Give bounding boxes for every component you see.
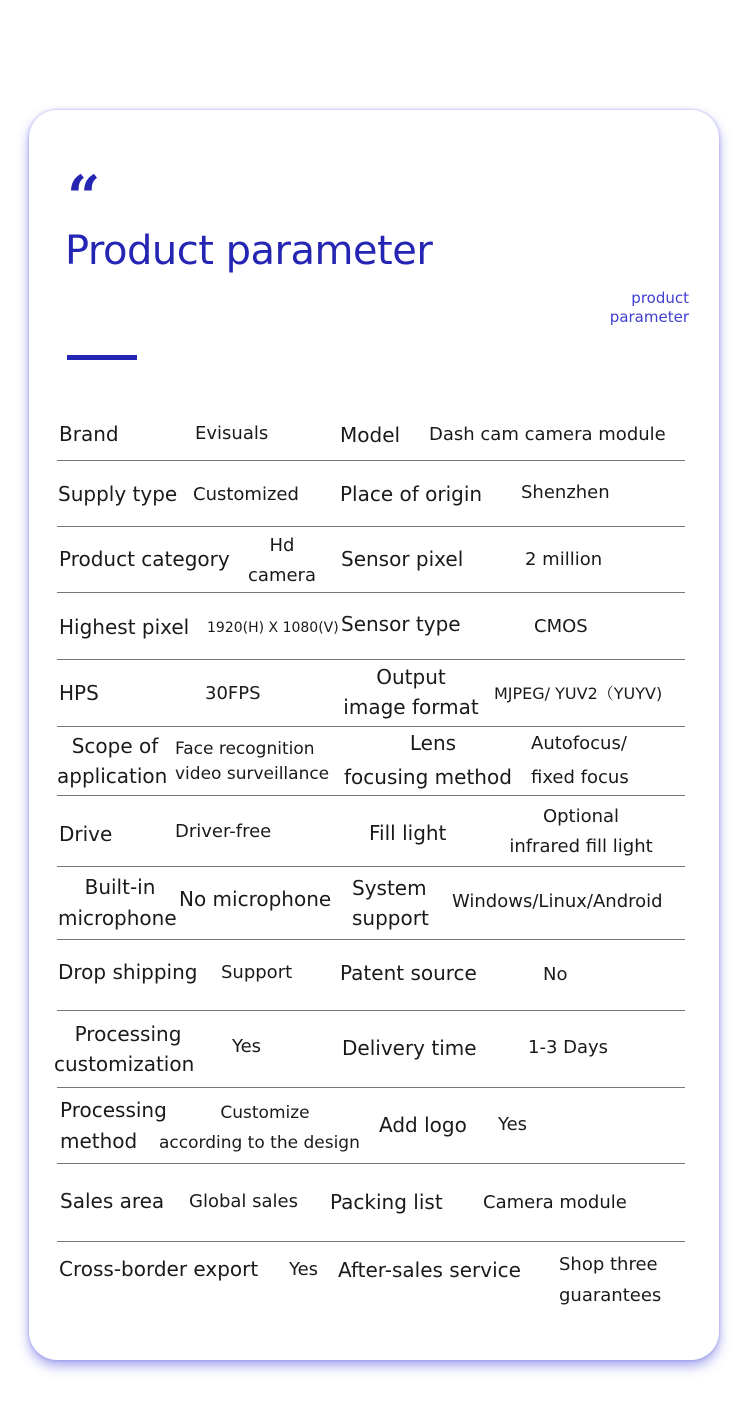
lens-focusing-label-line1: Lens xyxy=(409,731,457,755)
row-divider xyxy=(57,592,685,593)
sales-area-label: Sales area xyxy=(60,1189,165,1213)
fill-light-label: Fill light xyxy=(369,821,447,845)
title-underline xyxy=(67,355,137,360)
delivery-time-label: Delivery time xyxy=(342,1036,477,1060)
brand-label: Brand xyxy=(59,422,119,446)
scope-value-line1: Face recognition xyxy=(175,739,315,759)
scope-label-line1: Scope of xyxy=(71,734,159,758)
highest-pixel-value: 1920(H) X 1080(V) xyxy=(207,620,339,636)
row-divider xyxy=(57,1087,685,1088)
drive-value: Driver-free xyxy=(175,821,272,842)
microphone-label-line1: Built-in xyxy=(84,875,156,899)
sensor-pixel-value: 2 million xyxy=(525,549,603,570)
row-divider xyxy=(57,939,685,940)
lens-focusing-value-line1: Autofocus/ xyxy=(531,733,627,754)
add-logo-value: Yes xyxy=(498,1114,528,1135)
drive-label: Drive xyxy=(59,822,113,846)
brand-value: Evisuals xyxy=(195,423,269,444)
system-support-label-line1: System xyxy=(352,876,427,900)
drop-shipping-label: Drop shipping xyxy=(58,960,198,984)
page-title: Product parameter xyxy=(65,228,433,274)
supply-type-label: Supply type xyxy=(58,482,178,506)
row-divider xyxy=(57,866,685,867)
product-category-value-line1: Hd xyxy=(269,535,295,556)
product-category-label: Product category xyxy=(59,547,230,571)
row-divider xyxy=(57,526,685,527)
row-divider xyxy=(57,1241,685,1242)
supply-type-value: Customized xyxy=(193,484,299,505)
fill-light-value-line1: Optional xyxy=(542,806,620,827)
scope-label-line2: application xyxy=(57,764,168,788)
add-logo-label: Add logo xyxy=(379,1113,467,1137)
processing-customization-label-line1: Processing xyxy=(74,1022,182,1046)
place-of-origin-label: Place of origin xyxy=(340,482,483,506)
processing-customization-label-line2: customization xyxy=(54,1052,195,1076)
sales-area-value: Global sales xyxy=(189,1191,299,1212)
fps-label: HPS xyxy=(59,681,99,705)
row-divider xyxy=(57,659,685,660)
row-divider xyxy=(57,1010,685,1011)
subtitle-line-2: parameter xyxy=(609,308,689,326)
lens-focusing-value-line2: fixed focus xyxy=(531,767,629,788)
patent-source-label: Patent source xyxy=(340,961,477,985)
model-label: Model xyxy=(340,423,401,447)
output-format-label-line1: Output xyxy=(376,665,446,689)
packing-list-value: Camera module xyxy=(483,1192,627,1213)
microphone-label-line2: microphone xyxy=(58,906,177,930)
processing-method-label-line2: method xyxy=(60,1129,138,1153)
quote-mark-icon: “ xyxy=(67,163,101,231)
cross-border-export-label: Cross-border export xyxy=(59,1257,259,1281)
sensor-type-value: CMOS xyxy=(534,616,588,637)
system-support-value: Windows/Linux/Android xyxy=(452,891,663,912)
row-divider xyxy=(57,726,685,727)
model-value: Dash cam camera module xyxy=(429,424,666,445)
row-divider xyxy=(57,795,685,796)
microphone-value: No microphone xyxy=(179,887,332,911)
product-category-value-line2: camera xyxy=(248,565,316,586)
packing-list-label: Packing list xyxy=(330,1190,443,1214)
sensor-type-label: Sensor type xyxy=(341,612,461,636)
processing-method-value-line1: Customize xyxy=(220,1103,310,1123)
after-sales-value-line1: Shop three xyxy=(559,1254,658,1275)
place-of-origin-value: Shenzhen xyxy=(521,482,610,503)
system-support-label-line2: support xyxy=(352,906,429,930)
delivery-time-value: 1-3 Days xyxy=(528,1037,609,1058)
output-format-label-line2: image format xyxy=(343,695,479,719)
sensor-pixel-label: Sensor pixel xyxy=(341,547,464,571)
after-sales-label: After-sales service xyxy=(338,1258,521,1282)
subtitle xyxy=(610,289,689,327)
processing-customization-value: Yes xyxy=(232,1036,262,1057)
output-format-value: MJPEG/ YUV2（YUYV) xyxy=(494,684,663,703)
processing-method-value-line2: according to the design xyxy=(159,1133,360,1153)
highest-pixel-label: Highest pixel xyxy=(59,615,190,639)
row-divider xyxy=(57,1163,685,1164)
fill-light-value-line2: infrared fill light xyxy=(509,836,653,857)
row-divider xyxy=(57,460,685,461)
processing-method-label-line1: Processing xyxy=(60,1098,167,1122)
drop-shipping-value: Support xyxy=(221,962,293,983)
patent-source-value: No xyxy=(543,964,568,985)
after-sales-value-line2: guarantees xyxy=(559,1285,662,1306)
cross-border-export-value: Yes xyxy=(289,1259,319,1280)
lens-focusing-label-line2: focusing method xyxy=(344,765,512,789)
scope-value-line2: video surveillance xyxy=(175,764,330,784)
subtitle-line-1: product xyxy=(631,289,689,307)
fps-value: 30FPS xyxy=(205,683,261,704)
